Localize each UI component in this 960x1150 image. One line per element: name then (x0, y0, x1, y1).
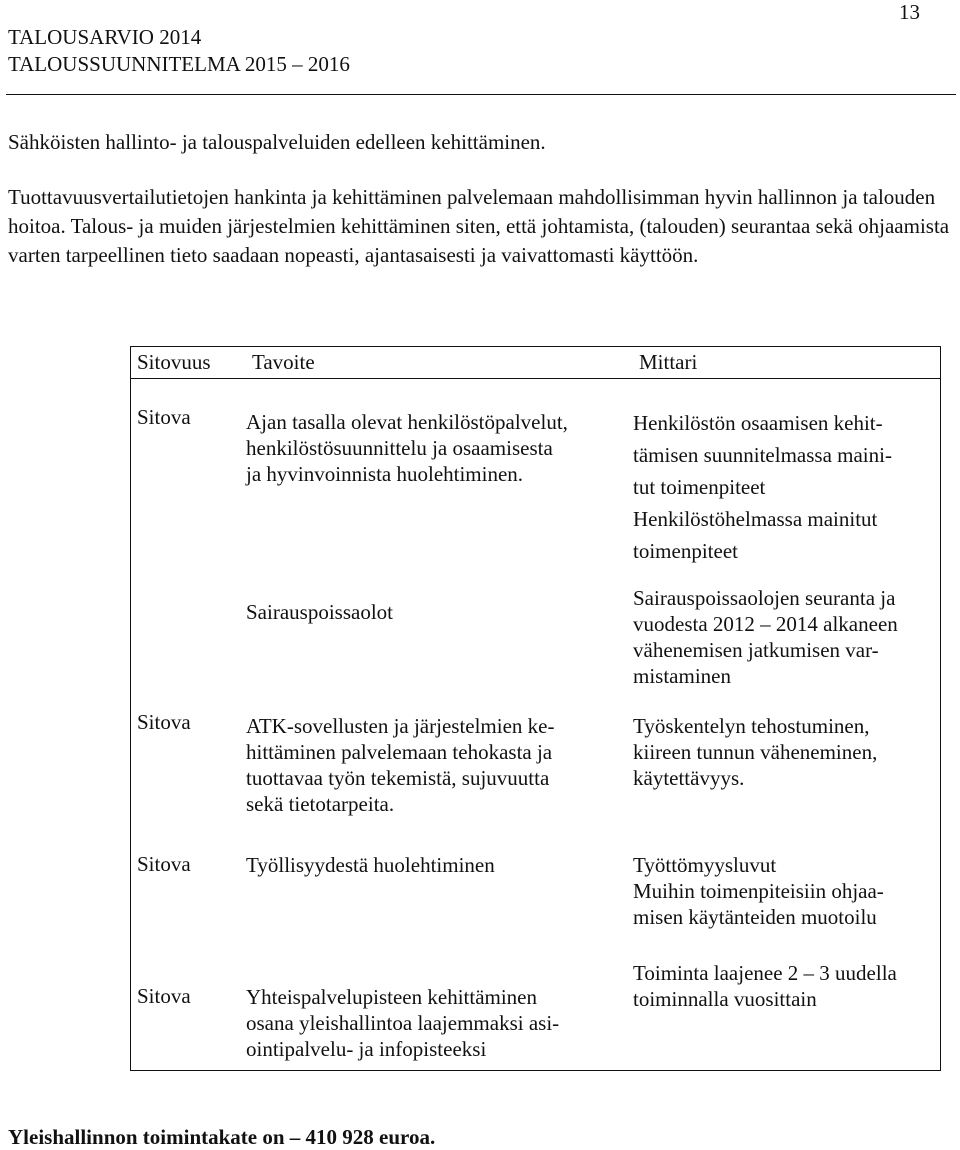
mittari-line: tämisen suunnitelmassa maini- (633, 443, 892, 467)
header-budget-title: TALOUSARVIO 2014 (8, 25, 202, 49)
tavoite-line: henkilöstösuunnittelu ja osaamisesta (246, 436, 553, 460)
mittari-line: mistaminen (633, 664, 731, 688)
mittari-line: Työskentelyn tehostuminen, (633, 714, 870, 738)
mittari-line: misen käytänteiden muotoilu (633, 905, 877, 929)
paragraph-1: Sähköisten hallinto- ja talouspalveluiden edelleen kehittäminen. (8, 130, 546, 154)
header-sitovuus: Sitovuus (131, 347, 247, 379)
mittari-cell (633, 852, 941, 960)
table-row (131, 575, 941, 703)
mittari-line: Muihin toimenpiteisiin ohjaa- (633, 879, 884, 903)
mittari-line: Sairauspoissaolojen seuranta ja (633, 586, 896, 610)
mittari-cell (633, 960, 941, 1071)
tavoite-line: Yhteispalvelupisteen kehittäminen (246, 985, 538, 1009)
tavoite-line: sekä tietotarpeita. (246, 792, 395, 816)
table-header-row (131, 347, 941, 379)
tavoite-line: hittäminen palvelemaan tehokasta ja (246, 740, 553, 764)
mittari-line: Työttömyysluvut (633, 853, 777, 877)
mittari-line: tut toimenpiteet (633, 475, 766, 499)
page-number: 13 (899, 0, 920, 24)
tavoite-cell (246, 852, 633, 960)
sitovuus-cell: Sitova (131, 852, 247, 960)
mittari-line: Henkilöstöhelmassa mainitut (633, 507, 878, 531)
mittari-line: toimenpiteet (633, 539, 738, 563)
mittari-line: käytettävyys. (633, 766, 745, 790)
mittari-line: Toiminta laajenee 2 – 3 uudella (633, 961, 897, 985)
table-row (131, 852, 941, 960)
sitovuus-cell: Sitova (131, 960, 247, 1071)
tavoite-line: ointipalvelu- ja infopisteeksi (246, 1037, 487, 1061)
mittari-cell (633, 703, 941, 852)
header-plan-title: TALOUSSUUNNITELMA 2015 – 2016 (8, 52, 350, 76)
document-header (8, 24, 350, 78)
header-tavoite: Tavoite (246, 347, 633, 379)
tavoite-line: ATK-sovellusten ja järjestelmien ke- (246, 714, 555, 738)
header-mittari: Mittari (633, 347, 941, 379)
table-row (131, 960, 941, 1071)
tavoite-line: Ajan tasalla olevat henkilöstöpalvelut, (246, 410, 568, 434)
tavoite-line: tuottavaa työn tekemistä, sujuvuutta (246, 766, 550, 790)
sitovuus-cell (131, 575, 247, 703)
sitovuus-cell: Sitova (131, 703, 247, 852)
tavoite-line: osana yleishallintoa laajemmaksi asi- (246, 1011, 560, 1035)
mittari-cell (633, 379, 941, 576)
tavoite-cell (246, 575, 633, 703)
mittari-cell (633, 575, 941, 703)
operating-margin-summary: Yleishallinnon toimintakate on – 410 928 euroa. (8, 1125, 436, 1149)
tavoite-line: Työllisyydestä huolehtiminen (246, 853, 495, 877)
tavoite-line: ja hyvinvoinnista huolehtiminen. (246, 462, 524, 486)
tavoite-cell (246, 703, 633, 852)
mittari-line: vuodesta 2012 – 2014 alkaneen (633, 612, 898, 636)
table-row (131, 379, 941, 576)
mittari-line: Henkilöstön osaamisen kehit- (633, 411, 883, 435)
sitovuus-cell: Sitova (131, 379, 247, 576)
mittari-line: toiminnalla vuosittain (633, 987, 817, 1011)
table-row (131, 703, 941, 852)
header-divider (6, 94, 956, 95)
goals-table (130, 346, 941, 1071)
mittari-line: vähenemisen jatkumisen var- (633, 638, 879, 662)
tavoite-cell (246, 960, 633, 1071)
tavoite-cell (246, 379, 633, 576)
mittari-line: kiireen tunnun väheneminen, (633, 740, 878, 764)
paragraph-2: Tuottavuusvertailutietojen hankinta ja kehittäminen palvelemaan mahdollisimman hyvin hallinnon ja talouden hoitoa. Talous- ja muiden järjestelmien kehittäminen siten, että johtamista, (talouden) seurantaa sekä ohjaamista varten tarpeellinen tieto saadaan nopeasti, ajantasaisesti ja vaivattomasti käyttöön. (8, 185, 950, 267)
tavoite-line: Sairauspoissaolot (246, 600, 393, 624)
